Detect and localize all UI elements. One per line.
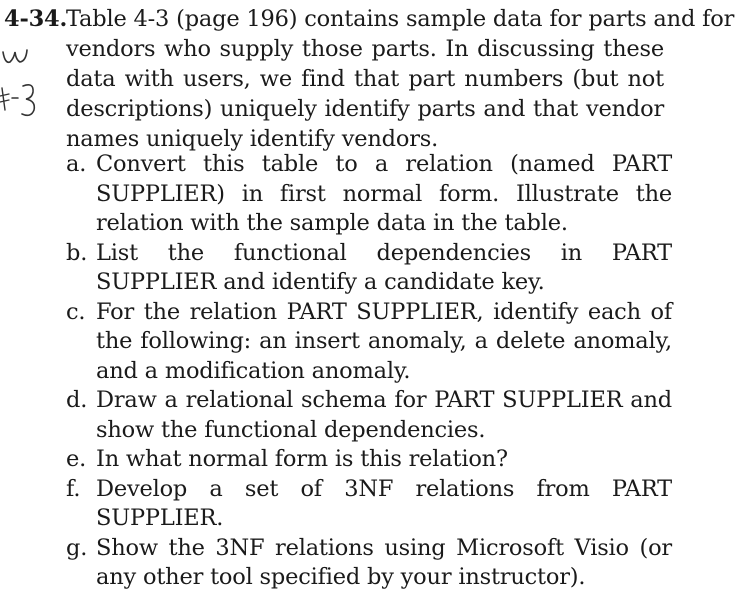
problem-part-d bbox=[66, 386, 672, 445]
part-letter: c. bbox=[66, 298, 86, 325]
problem-part-a bbox=[66, 150, 672, 239]
problem-parts-list bbox=[66, 150, 672, 593]
part-letter: f. bbox=[66, 475, 81, 502]
part-letter: g. bbox=[66, 534, 88, 561]
part-text: Draw a relational schema for PART SUPPLIER and show the functional dependencies. bbox=[96, 387, 672, 443]
problem-first-line bbox=[4, 4, 735, 34]
problem-part-b bbox=[66, 239, 672, 298]
problem-intro-first-line: Table 4-3 (page 196) contains sample data for parts and for bbox=[66, 6, 735, 32]
problem-part-g bbox=[66, 534, 672, 593]
part-text: Develop a set of 3NF relations from PART SUPPLIER. bbox=[96, 475, 672, 531]
part-text: Convert this table to a relation (named PART SUPPLIER) in first normal form. Illustrate the relation with the sample data in the table. bbox=[96, 151, 672, 236]
part-letter: b. bbox=[66, 239, 88, 266]
problem-part-c bbox=[66, 298, 672, 387]
part-text: Show the 3NF relations using Microsoft Visio (or any other tool specified by your instructor). bbox=[96, 534, 672, 590]
part-letter: a. bbox=[66, 151, 87, 177]
problem-part-f bbox=[66, 475, 672, 534]
part-letter: d. bbox=[66, 387, 88, 413]
part-text: For the relation PART SUPPLIER, identify each of the following: an insert anomaly, a delete anomaly, and a modification anomaly. bbox=[96, 298, 672, 384]
part-letter: e. bbox=[66, 446, 87, 472]
problem-number: 4-34. bbox=[4, 6, 68, 32]
problem-4-34 bbox=[4, 4, 735, 154]
part-text: In what normal form is this relation? bbox=[96, 446, 508, 472]
problem-intro-text: vendors who supply those parts. In discussing these data with users, we find that part numbers (but not descriptions) uniquely identify parts and that vendor names uniquely identify vendors. bbox=[66, 36, 664, 152]
part-text: List the functional dependencies in PART SUPPLIER and identify a candidate key. bbox=[96, 239, 672, 295]
problem-part-e bbox=[66, 445, 672, 475]
